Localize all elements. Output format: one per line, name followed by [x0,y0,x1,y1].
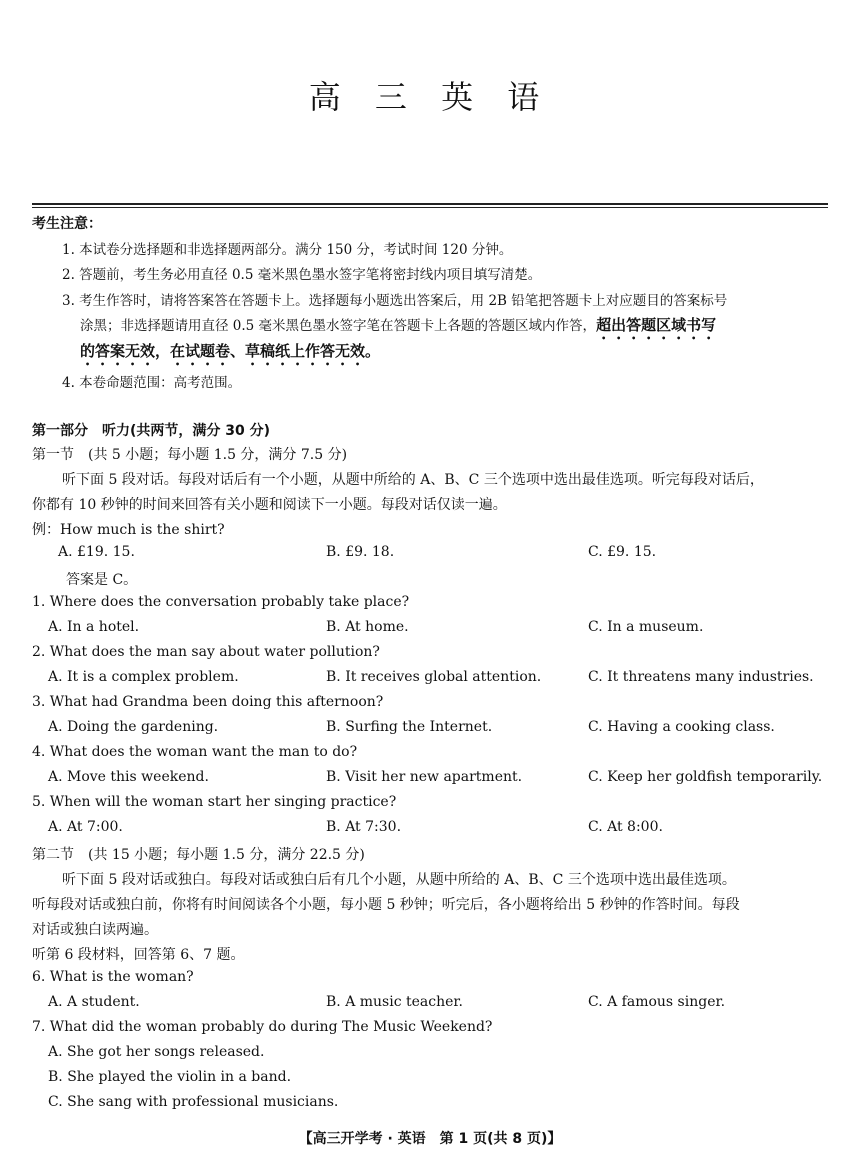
example-option-c: C. £9. 15. [588,544,657,560]
question-1-option-b: B. At home. [326,619,409,635]
question-4-option-b: B. Visit her new apartment. [326,769,523,785]
notice-heading: 考生注意： [32,216,102,232]
question-7-option-a: A. She got her songs released. [48,1044,265,1060]
question-7-option-b: B. She played the violin in a band. [48,1069,292,1085]
question-3-option-b: B. Surfing the Internet. [326,719,493,735]
notice-item-4: 4. 本卷命题范围：高考范围。 [62,375,242,391]
question-5: 5. When will the woman start her singing practice? [32,794,397,810]
header-rule [32,203,828,205]
section2-heading: 第二节 (共 15 小题；每小题 1.5 分，满分 22.5 分) [32,847,365,863]
example-question: 例：How much is the shirt? [32,522,225,538]
question-6: 6. What is the woman? [32,969,194,985]
notice-item-2: 2. 答题前，考生务必用直径 0.5 毫米黑色墨水签字笔将密封线内项目填写清楚。 [62,267,542,283]
notice-item-3-emphasis-text: 超出答题区域书写 [596,316,717,334]
section2-instructions-line-2: 听每段对话或独白前，你将有时间阅读各个小题，每小题 5 秒钟；听完后，各小题将给出 5 秒钟的作答时间。每段 [32,897,740,913]
question-3: 3. What had Grandma been doing this afternoon? [32,694,384,710]
material-6-instruction: 听第 6 段材料，回答第 6、7 题。 [32,947,245,963]
part1-heading: 第一部分 听力(共两节，满分 30 分) [32,423,271,439]
section1-instructions-line-1: 听下面 5 段对话。每段对话后有一个小题，从题中所给的 A、B、C 三个选项中选出最佳选项。听完每段对话后， [62,472,764,488]
question-4: 4. What does the woman want the man to do? [32,744,358,760]
question-2-option-c: C. It threatens many industries. [588,669,814,685]
question-2-option-a: A. It is a complex problem. [48,669,239,685]
question-1: 1. Where does the conversation probably take place? [32,594,410,610]
section2-instructions-line-3: 对话或独白读两遍。 [32,922,158,938]
example-answer: 答案是 C。 [66,572,138,588]
question-6-option-c: C. A famous singer. [588,994,726,1010]
question-6-option-a: A. A student. [48,994,140,1010]
notice-item-3-line-1: 3. 考生作答时，请将答案答在答题卡上。选择题每小题选出答案后，用 2B 铅笔把答题卡上对应题目的答案标号 [62,293,728,309]
question-5-option-c: C. At 8:00. [588,819,663,835]
page-title: 高 三 英 语 [308,78,552,116]
example-option-b: B. £9. 18. [326,544,395,560]
notice-item-3-normal-text: 涂黑；非选择题请用直径 0.5 毫米黑色墨水签字笔在答题卡上各题的答题区域内作答， [80,318,597,334]
section2-instructions-line-1: 听下面 5 段对话或独白。每段对话或独白后有几个小题，从题中所给的 A、B、C 三个选项中选出最佳选项。 [62,872,736,888]
question-1-option-c: C. In a museum. [588,619,704,635]
question-5-option-b: B. At 7:30. [326,819,402,835]
header-rule-thin [32,207,828,208]
question-4-option-c: C. Keep her goldfish temporarily. [588,769,823,785]
question-7-option-c: C. She sang with professional musicians. [48,1094,339,1110]
question-6-option-b: B. A music teacher. [326,994,463,1010]
question-4-option-a: A. Move this weekend. [48,769,209,785]
question-1-option-a: A. In a hotel. [48,619,140,635]
notice-item-3-line-2 [80,314,716,343]
notice-item-1: 1. 本试卷分选择题和非选择题两部分。满分 150 分，考试时间 120 分钟。 [62,242,513,258]
notice-item-3-line-3: 的答案无效，在试题卷、草稿纸上作答无效。 [80,342,381,360]
section1-heading: 第一节 (共 5 小题；每小题 1.5 分，满分 7.5 分) [32,447,348,463]
question-2: 2. What does the man say about water pollution? [32,644,380,660]
question-2-option-b: B. It receives global attention. [326,669,542,685]
section1-instructions-line-2: 你都有 10 秒钟的时间来回答有关小题和阅读下一小题。每段对话仅读一遍。 [32,497,507,513]
page-footer: 【高三开学考 · 英语 第 1 页(共 8 页)】 [298,1131,562,1147]
question-3-option-c: C. Having a cooking class. [588,719,775,735]
question-7: 7. What did the woman probably do during The Music Weekend? [32,1019,493,1035]
example-option-a: A. £19. 15. [58,544,135,560]
question-3-option-a: A. Doing the gardening. [48,719,219,735]
question-5-option-a: A. At 7:00. [48,819,123,835]
